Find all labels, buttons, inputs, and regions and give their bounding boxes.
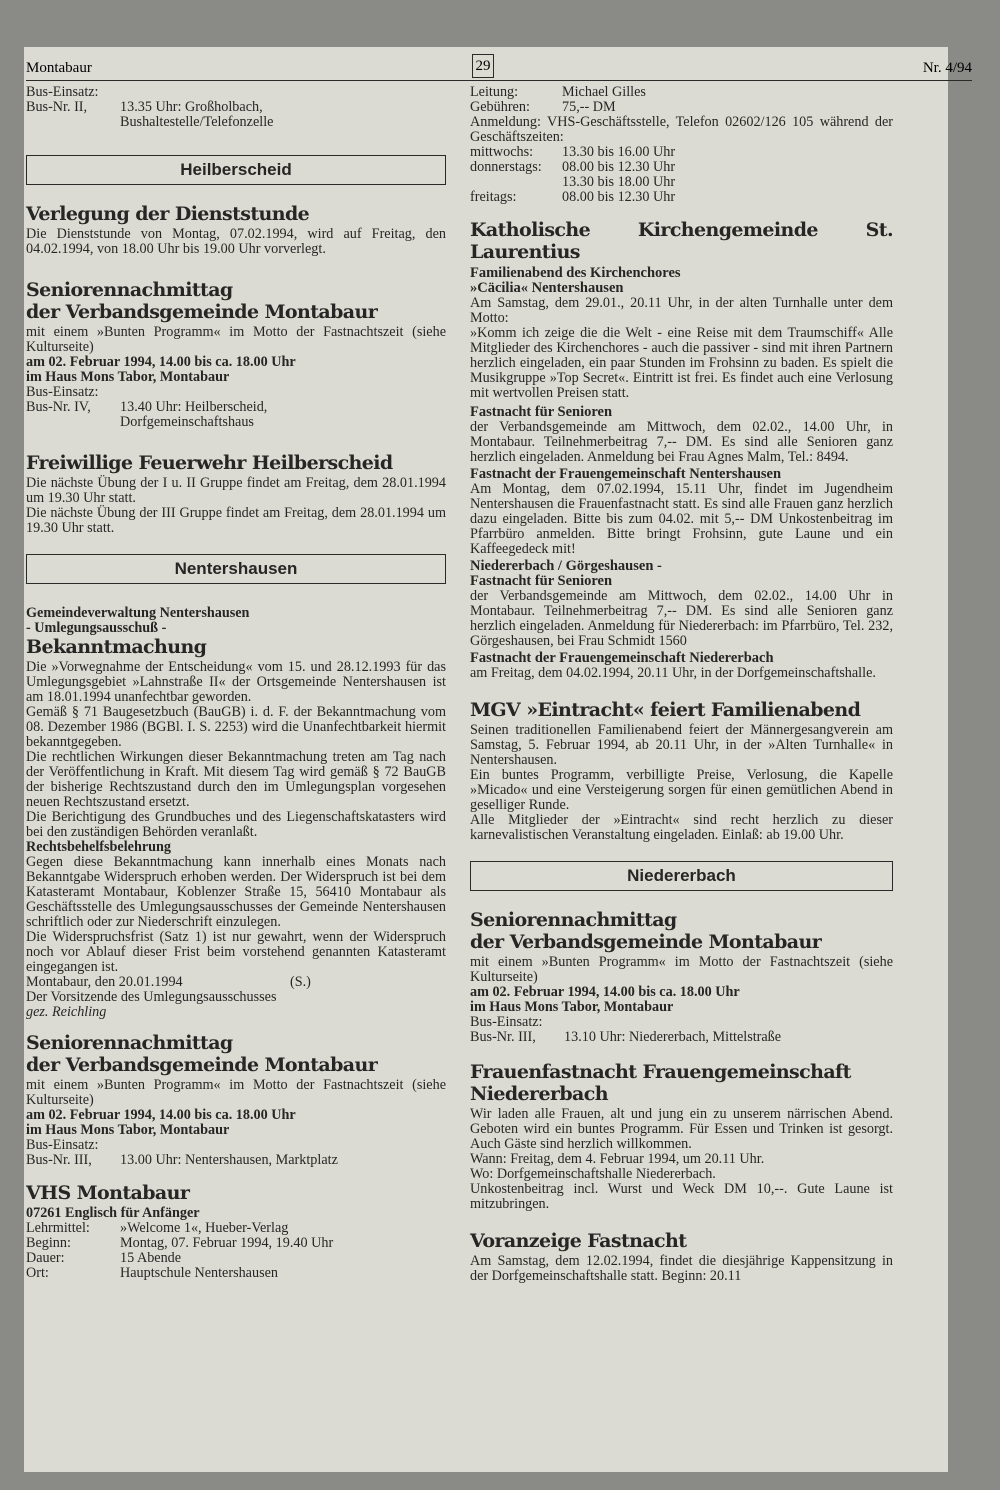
article-text: Die nächste Übung der I u. II Gruppe findet am Freitag, dem 28.01.1994 um 19.30 Uhr statt. — [26, 475, 446, 506]
bus-line: 13.00 Uhr: Nentershausen, Marktplatz — [120, 1152, 338, 1168]
event-date: am 02. Februar 1994, 14.00 bis ca. 18.00 Uhr — [26, 354, 296, 370]
hours: 08.00 bis 12.30 Uhr — [562, 189, 676, 205]
day — [470, 175, 562, 190]
bus-label: Bus-Einsatz: — [26, 1137, 99, 1153]
place-date: Montabaur, den 20.01.1994 — [26, 974, 183, 990]
hours: 13.30 bis 16.00 Uhr — [562, 144, 676, 160]
article-text: Die Widerspruchsfrist (Satz 1) ist nur gewahrt, wenn der Widerspruch noch vor Ablauf dieser Frist beim vorstehend genannten Katasteramt eingegangen ist. — [26, 929, 446, 975]
article-text: Gegen diese Bekanntmachung kann innerhalb eines Monats nach Bekanntgabe Widerspruch erhoben werden. Der Widerspruch ist bei dem Katasteramt Montabaur, Koblenzer Straße 15, 56410 Montabaur als Geschäftsstelle des Umlegungsausschusses der Gemeinde Nentershausen schriftlich oder zur Niederschrift einzulegen. — [26, 854, 446, 930]
bus-row — [26, 400, 446, 430]
hours: 08.00 bis 12.30 Uhr — [562, 159, 676, 175]
subheading: Fastnacht der Frauengemeinschaft Niedererbach — [470, 650, 774, 666]
header-town: Montabaur — [26, 60, 92, 76]
day: donnerstags: — [470, 159, 542, 175]
section-heilberscheid: Heilberscheid — [26, 155, 446, 185]
article-text: Wir laden alle Frauen, alt und jung ein zu unserem närrischen Abend. Geboten wird ein buntes Programm. Für Essen und Trinken ist gesorgt. Auch Gäste sind herzlich willkommen. — [470, 1106, 893, 1152]
article-title: VHS Montabaur — [26, 1182, 190, 1204]
article-text: Die nächste Übung der III Gruppe findet am Freitag, dem 28.01.1994 um 19.30 Uhr statt. — [26, 505, 446, 536]
detail-value: Hauptschule Nentershausen — [120, 1265, 278, 1281]
article-title: Verlegung der Dienststunde — [26, 203, 310, 225]
article-text: »Komm ich zeige die die Welt - eine Reise mit dem Traumschiff« Alle Mitglieder des Kirchenchores - auch die passiver - sind mit ihren Partnern herzlich eingeladen, ein paar Stunden im Frohsinn zu baden. Es spielt die Musikgruppe »Top Secret«. Eintritt ist frei. Es findet auch eine Verlosung mit wertvollen Preisen statt. — [470, 325, 893, 401]
right-column — [470, 85, 893, 1284]
event-place: im Haus Mons Tabor, Montabaur — [26, 1122, 230, 1138]
article-subtitle: Familienabend des Kirchenchores — [470, 265, 681, 281]
event-place: im Haus Mons Tabor, Montabaur — [26, 369, 230, 385]
org-sub: - Umlegungsausschuß - — [26, 620, 167, 636]
article-text: Gemäß § 71 Baugesetzbuch (BauGB) i. d. F. der Bekanntmachung vom 08. Dezember 1986 (BGBl. I. S. 2253) wird die Unanfechtbarkeit hiermit bekanntgegeben. — [26, 704, 446, 750]
article-subtitle: »Cäcilia« Nentershausen — [470, 280, 624, 296]
bus-row — [470, 1030, 893, 1045]
bus-line: Dorfgemeinschaftshaus — [120, 414, 254, 430]
article-text: Seinen traditionellen Familienabend feiert der Männergesangverein am Samstag, 5. Februar 1994, ab 20.11 Uhr, in der »Alten Turnhalle« in Nentershausen. — [470, 722, 893, 768]
section-nentershausen: Nentershausen — [26, 554, 446, 584]
chair: Der Vorsitzende des Umlegungsausschusses — [26, 989, 277, 1005]
bus-nr: Bus-Nr. III, — [470, 1029, 536, 1045]
article-title: der Verbandsgemeinde Montabaur — [26, 1054, 378, 1076]
article-text: Die rechtlichen Wirkungen dieser Bekanntmachung treten am Tag nach der Veröffentlichung in Kraft. Mit diesem Tag wird gemäß § 72 BauGB der bisherige Rechtszustand durch den im Umlegungsplan vorgesehen neuen Rechtszustand ersetzt. — [26, 749, 446, 810]
event-date: am 02. Februar 1994, 14.00 bis ca. 18.00 Uhr — [26, 1107, 296, 1123]
detail-key: Lehrmittel: — [26, 1220, 90, 1236]
article-text: der Verbandsgemeinde am Mittwoch, dem 02.02., 14.00 Uhr in Montabaur. Teilnehmerbeitrag 7,-- DM. Es sind alle Senioren ganz herzlich eingeladen. Anmeldung für Niedererbach: im Pfarrbüro, Tel. 232, Görgeshausen, bei Frau Schmidt 1560 — [470, 588, 893, 649]
subheading: Rechtsbehelfsbelehrung — [26, 839, 172, 855]
article-text: Die Dienststunde von Montag, 07.02.1994, wird auf Freitag, den 04.02.1994, von 18.00 Uhr bis 19.00 Uhr vorverlegt. — [26, 226, 446, 257]
article-title: Katholische Kirchengemeinde St. Laurentius — [470, 219, 893, 263]
detail-value: Montag, 07. Februar 1994, 19.40 Uhr — [120, 1235, 334, 1251]
article-text: Am Montag, dem 07.02.1994, 15.11 Uhr, findet im Jugendheim Nentershausen die Frauenfastnacht statt. Es sind alle Frauen ganz herzlich dazu eingeladen. Bitte bis zum 04.02. mit 5,-- DM Unkostenbeitrag im Pfarrbüro anmelden. Bitte bringt Frohsinn, gute Laune und ein Kaffeegedeck mit! — [470, 481, 893, 557]
detail-key: Dauer: — [26, 1250, 65, 1266]
article-text: Ein buntes Programm, verbilligte Preise, Verlosung, die Kapelle »Micado« und eine Versteigerung sorgen für einen gemütlichen Abend in geselliger Runde. — [470, 767, 893, 813]
registration: Anmeldung: VHS-Geschäftsstelle, Telefon 02602/126 105 während der Geschäftszeiten: — [470, 114, 893, 145]
page-header — [26, 58, 972, 81]
subheading: Fastnacht für Senioren — [470, 404, 613, 420]
article-title: der Verbandsgemeinde Montabaur — [470, 931, 822, 953]
article-title: Frauenfastnacht Frauengemeinschaft — [470, 1061, 851, 1083]
bus-nr: Bus-Nr. II, — [26, 99, 88, 115]
day: freitags: — [470, 189, 517, 205]
detail-key: Beginn: — [26, 1235, 71, 1251]
article-text: mit einem »Bunten Programm« im Motto der Fastnachtszeit (siehe Kulturseite) — [26, 324, 446, 355]
bus-nr: Bus-Nr. IV, — [26, 399, 91, 415]
course-details — [26, 1221, 446, 1281]
bus-line: 13.40 Uhr: Heilberscheid, — [120, 399, 268, 415]
article-title: MGV »Eintracht« feiert Familienabend — [470, 699, 861, 721]
event-place: im Haus Mons Tabor, Montabaur — [470, 999, 674, 1015]
article-title: Freiwillige Feuerwehr Heilberscheid — [26, 452, 393, 474]
bus-label: Bus-Einsatz: — [26, 384, 99, 400]
article-title: Seniorennachmittag — [26, 279, 233, 301]
detail-value: Michael Gilles — [562, 84, 646, 100]
article-text: Wo: Dorfgemeinschaftshalle Niedererbach. — [470, 1166, 716, 1182]
signature: gez. Reichling — [26, 1004, 107, 1020]
article-title: Seniorennachmittag — [26, 1032, 233, 1054]
article-title: Niedererbach — [470, 1083, 608, 1105]
article-text: der Verbandsgemeinde am Mittwoch, dem 02.02., 14.00 Uhr, in Montabaur. Teilnehmerbeitrag 7,-- DM. Es sind alle Senioren ganz herzlich eingeladen. Anmeldung bei Frau Agnes Malm, Tel.: 8494. — [470, 419, 893, 465]
article-text: Alle Mitglieder der »Eintracht« sind recht herzlich zu dieser karnevalistischen Veranstaltung eingeladen. Einlaß: ab 19.00 Uhr. — [470, 812, 893, 843]
subheading: Fastnacht für Senioren — [470, 573, 613, 589]
hours: 13.30 bis 18.00 Uhr — [562, 174, 676, 190]
sign-short: (S.) — [290, 974, 311, 990]
article-text: Am Samstag, dem 29.01., 20.11 Uhr, in der alten Turnhalle unter dem Motto: — [470, 295, 893, 326]
event-date: am 02. Februar 1994, 14.00 bis ca. 18.00 Uhr — [470, 984, 740, 1000]
article-text: Die Berichtigung des Grundbuches und des Liegenschaftskatasters wird bei den zuständigen Behörden veranlaßt. — [26, 809, 446, 840]
left-column — [26, 85, 446, 1281]
bus-line: Bushaltestelle/Telefonzelle — [120, 114, 274, 130]
detail-key: Leitung: — [470, 84, 519, 100]
article-title: Seniorennachmittag — [470, 909, 677, 931]
article-text: Wann: Freitag, dem 4. Februar 1994, um 20.11 Uhr. — [470, 1151, 765, 1167]
detail-key: Gebühren: — [470, 99, 530, 115]
bus-nr: Bus-Nr. III, — [26, 1152, 92, 1168]
page-number: 29 — [472, 54, 494, 78]
bus-line: 13.10 Uhr: Niedererbach, Mittelstraße — [564, 1029, 782, 1045]
course-title: 07261 Englisch für Anfänger — [26, 1205, 200, 1221]
detail-value: 15 Abende — [120, 1250, 182, 1266]
office-hours — [470, 145, 893, 205]
article-text: Die »Vorwegnahme der Entscheidung« vom 15. und 28.12.1993 für das Umlegungsgebiet »Lahnstraße II« der Ortsgemeinde Nentershausen ist am 18.01.1994 unanfechtbar geworden. — [26, 659, 446, 705]
bus-label: Bus-Einsatz: — [470, 1014, 543, 1030]
article-title: Voranzeige Fastnacht — [470, 1230, 687, 1252]
bus-row — [26, 1153, 446, 1168]
section-niedererbach: Niedererbach — [470, 861, 893, 891]
article-title: der Verbandsgemeinde Montabaur — [26, 301, 378, 323]
detail-key: Ort: — [26, 1265, 49, 1281]
detail-value: »Welcome 1«, Hueber-Verlag — [120, 1220, 289, 1236]
detail-value: 75,-- DM — [562, 99, 616, 115]
article-title: Bekanntmachung — [26, 636, 207, 658]
article-text: Am Samstag, dem 12.02.1994, findet die diesjährige Kappensitzung in der Dorfgemeinschaftshalle statt. Beginn: 20.11 — [470, 1253, 893, 1284]
article-text: am Freitag, dem 04.02.1994, 20.11 Uhr, in der Dorfgemeinschaftshalle. — [470, 665, 876, 681]
day: mittwochs: — [470, 144, 534, 160]
article-text: mit einem »Bunten Programm« im Motto der Fastnachtszeit (siehe Kulturseite) — [470, 954, 893, 985]
bus-label: Bus-Einsatz: — [26, 84, 99, 100]
article-text: mit einem »Bunten Programm« im Motto der Fastnachtszeit (siehe Kulturseite) — [26, 1077, 446, 1108]
bus-line: 13.35 Uhr: Großholbach, — [120, 99, 263, 115]
bus-row — [26, 100, 446, 130]
vhs-details — [470, 85, 893, 115]
article-text: Unkostenbeitrag incl. Wurst und Weck DM 10,--. Gute Laune ist mitzubringen. — [470, 1181, 893, 1212]
subheading: Niedererbach / Görgeshausen - — [470, 558, 662, 574]
issue-number: Nr. 4/94 — [922, 60, 972, 76]
org-name: Gemeindeverwaltung Nentershausen — [26, 605, 250, 621]
place-date-row — [26, 975, 446, 990]
subheading: Fastnacht der Frauengemeinschaft Nentershausen — [470, 466, 782, 482]
